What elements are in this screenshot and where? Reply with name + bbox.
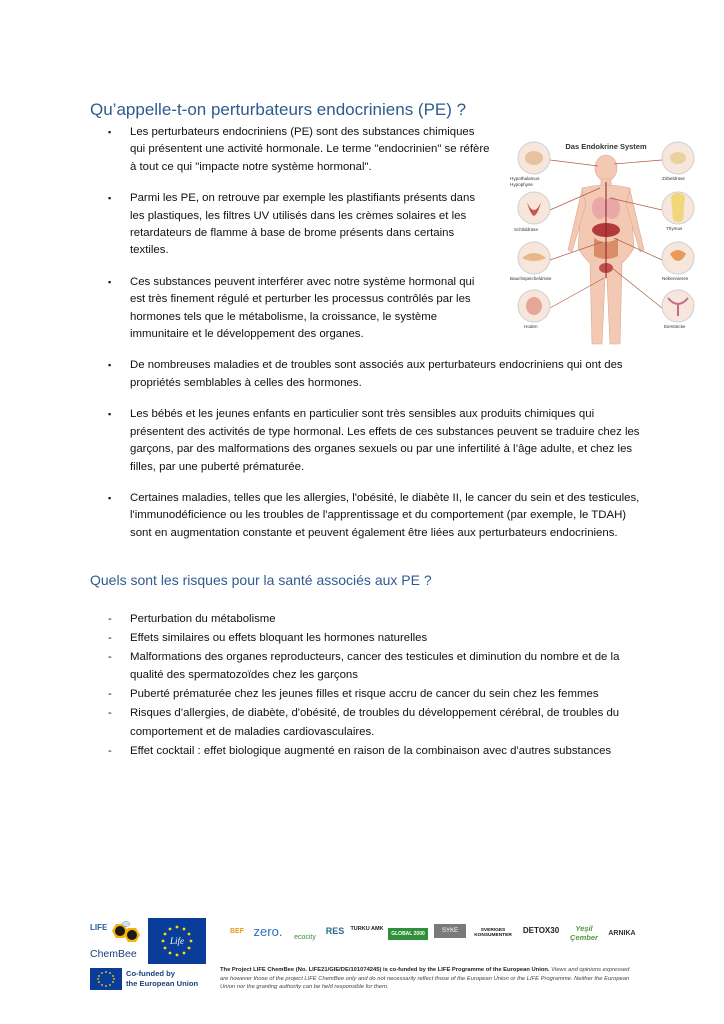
disclaimer-views: Views and opinions expressed are however those of the project LIFE ChemBee only and do not necessarily reflect those of the European Union or the LIFE Programme. Neither the European Union nor the granting authority can be held responsible for them. bbox=[220, 967, 630, 991]
dash-icon: - bbox=[108, 744, 112, 757]
bullet-icon: ▪ bbox=[108, 127, 112, 137]
risk-text: Puberté prématurée chez les jeunes filles et risque accru de cancer du sein chez les femmes bbox=[130, 688, 599, 701]
risk-text: Effet cocktail : effet biologique augmenté en raison de la combinaison avec d'autres substances bbox=[130, 744, 612, 757]
figure-title: Das Endokrine System bbox=[565, 142, 647, 151]
list-item bbox=[108, 124, 490, 176]
risk-text: Malformations des organes reproducteurs, cancer des testicules et diminution du nombre et de la qualité des spermatozoïdes chez les garçons bbox=[130, 650, 620, 682]
organ-circles-left bbox=[518, 142, 550, 322]
list-item bbox=[108, 190, 490, 260]
endocrine-figure-graphic bbox=[510, 138, 702, 352]
list-item bbox=[108, 274, 490, 344]
bullet-text: De nombreuses maladies et de troubles sont associés aux perturbateurs endocriniens qui ont des propriétés semblables à celles des hormones. bbox=[130, 359, 623, 389]
list-item bbox=[108, 610, 638, 629]
partner-logo-arnika: ARNIKA bbox=[608, 930, 636, 937]
bullet-text: Parmi les PE, on retrouve par exemple les plastifiants présents dans les plastiques, les filtres UV utilisés dans les crèmes solaires et les retardateurs de flamme à base de brome présents dans certains textiles. bbox=[130, 192, 476, 257]
list-item bbox=[108, 685, 638, 704]
funding-disclaimer bbox=[220, 966, 638, 992]
partner-logo-yesil-cember: Yeşil Çember bbox=[570, 924, 598, 942]
risk-text: Risques d’allergies, de diabète, d'obésité, de troubles du développement cérébral, de troubles du comportement et de maladies cardiovasculaires. bbox=[130, 706, 620, 738]
label-hypothalamus: Hypothalamus bbox=[510, 176, 540, 181]
label-hoden: Hoden bbox=[524, 324, 538, 329]
chembee-logo bbox=[90, 920, 148, 964]
dash-icon: - bbox=[108, 706, 112, 719]
list-item bbox=[108, 629, 638, 648]
list-item bbox=[108, 490, 640, 542]
label-nebennieren: Nebennieren bbox=[662, 276, 689, 281]
eu-stars-icon bbox=[90, 968, 122, 990]
list-item bbox=[108, 648, 638, 686]
bullet-icon: ▪ bbox=[108, 193, 112, 204]
label-bauchspeicheldruse: Bauchspeicheldrüse bbox=[510, 276, 552, 281]
cofunded-text bbox=[126, 969, 198, 988]
eu-flag bbox=[90, 968, 122, 990]
bullet-icon: ▪ bbox=[108, 276, 112, 287]
list-item bbox=[108, 704, 638, 742]
label-schilddruse: Schilddrüse bbox=[514, 227, 539, 232]
bullet-text: Les perturbateurs endocriniens (PE) sont des substances chimiques qui présentent une activité hormonale. Le terme "endocrinien" se réfère à tout ce qui "impacte notre système hormonal". bbox=[130, 126, 490, 173]
bee-icon bbox=[90, 920, 148, 950]
bullet-icon: ▪ bbox=[108, 360, 112, 371]
label-eierstocke: Eierstöcke bbox=[664, 324, 686, 329]
partner-logo-global-2000: GLOBAL 2000 bbox=[388, 928, 428, 940]
eu-life-flag bbox=[148, 918, 206, 964]
project-name: ChemBee bbox=[90, 948, 137, 960]
footer bbox=[90, 918, 635, 998]
heading-health-risks: Quels sont les risques pour la santé associés aux PE ? bbox=[90, 572, 432, 588]
bullet-text: Certaines maladies, telles que les allergies, l'obésité, le diabète II, le cancer du sein et des testicules, l'immunodéficience ou les troubles de l'apprentissage et du comportement (par exemple, le TDAH) sont en augmentation constante et peuvent également être liées aux perturbateurs endocriniens. bbox=[130, 491, 640, 539]
endocrine-system-illustration bbox=[510, 138, 702, 352]
risk-text: Perturbation du métabolisme bbox=[130, 613, 276, 625]
partner-logo-res: RES bbox=[325, 926, 345, 936]
partner-logo-ecocity: ecocity bbox=[294, 934, 316, 941]
partner-logo-bef: BEF bbox=[230, 928, 244, 935]
list-item bbox=[108, 742, 638, 761]
heading-what-are-pe: Qu’appelle-t-on perturbateurs endocriniens (PE) ? bbox=[90, 100, 467, 119]
partner-logo-zero: zero. bbox=[253, 924, 283, 939]
cofunded-line-1: Co-funded by bbox=[126, 969, 175, 978]
eu-life-mark: Life bbox=[169, 936, 185, 946]
partner-logo-detox30: DETOX30 bbox=[522, 926, 560, 935]
eu-stars-icon bbox=[148, 918, 206, 964]
bullet-icon: ▪ bbox=[108, 492, 112, 503]
dash-icon: - bbox=[108, 631, 112, 644]
life-mark: LIFE bbox=[90, 923, 108, 932]
label-zirbeldruse: Zirbeldrüse bbox=[662, 176, 685, 181]
partner-logo-sveriges-konsumenter: SVERIGES KONSUMENTER bbox=[474, 928, 512, 938]
label-hypophyse: Hypophyse bbox=[510, 182, 533, 187]
bullet-icon: ▪ bbox=[108, 409, 112, 420]
label-thymus: Thymus bbox=[666, 226, 683, 231]
cofunded-line-2: the European Union bbox=[126, 978, 199, 988]
bullet-text: Les bébés et les jeunes enfants en particulier sont très sensibles aux produits chimiques qui présentent des activités de type hormonal. Les effets de ces substances peuvent se traduire chez les garçons, par des malformations des organes sexuels ou par une infertilité à l’âge adulte, et chez les filles, par une puberté prématurée. bbox=[130, 408, 640, 473]
organ-circles-right bbox=[662, 142, 694, 322]
disclaimer-funding: The Project LIFE ChemBee (No. LIFE21/GIE/DE/101074245) is co-funded by the LIFE Programme of the European Union. bbox=[220, 967, 550, 973]
bullet-text: Ces substances peuvent interférer avec notre système hormonal qui est très finement régulé et perturber les processus contrôlés par les hormones tels que le métabolisme, la croissance, le système immunitaire et le développement des organes. bbox=[130, 275, 475, 341]
dash-icon: - bbox=[108, 688, 112, 701]
list-item bbox=[108, 406, 640, 476]
partner-logos bbox=[228, 922, 638, 960]
dash-icon: - bbox=[108, 650, 112, 663]
risk-text: Effets similaires ou effets bloquant les hormones naturelles bbox=[130, 631, 428, 644]
list-item bbox=[108, 357, 640, 392]
partner-logo-turku-amk: TURKU AMK bbox=[350, 926, 384, 932]
risk-list bbox=[108, 610, 638, 760]
dash-icon: - bbox=[108, 613, 112, 625]
partner-logo-syke: SYKE bbox=[434, 924, 466, 938]
